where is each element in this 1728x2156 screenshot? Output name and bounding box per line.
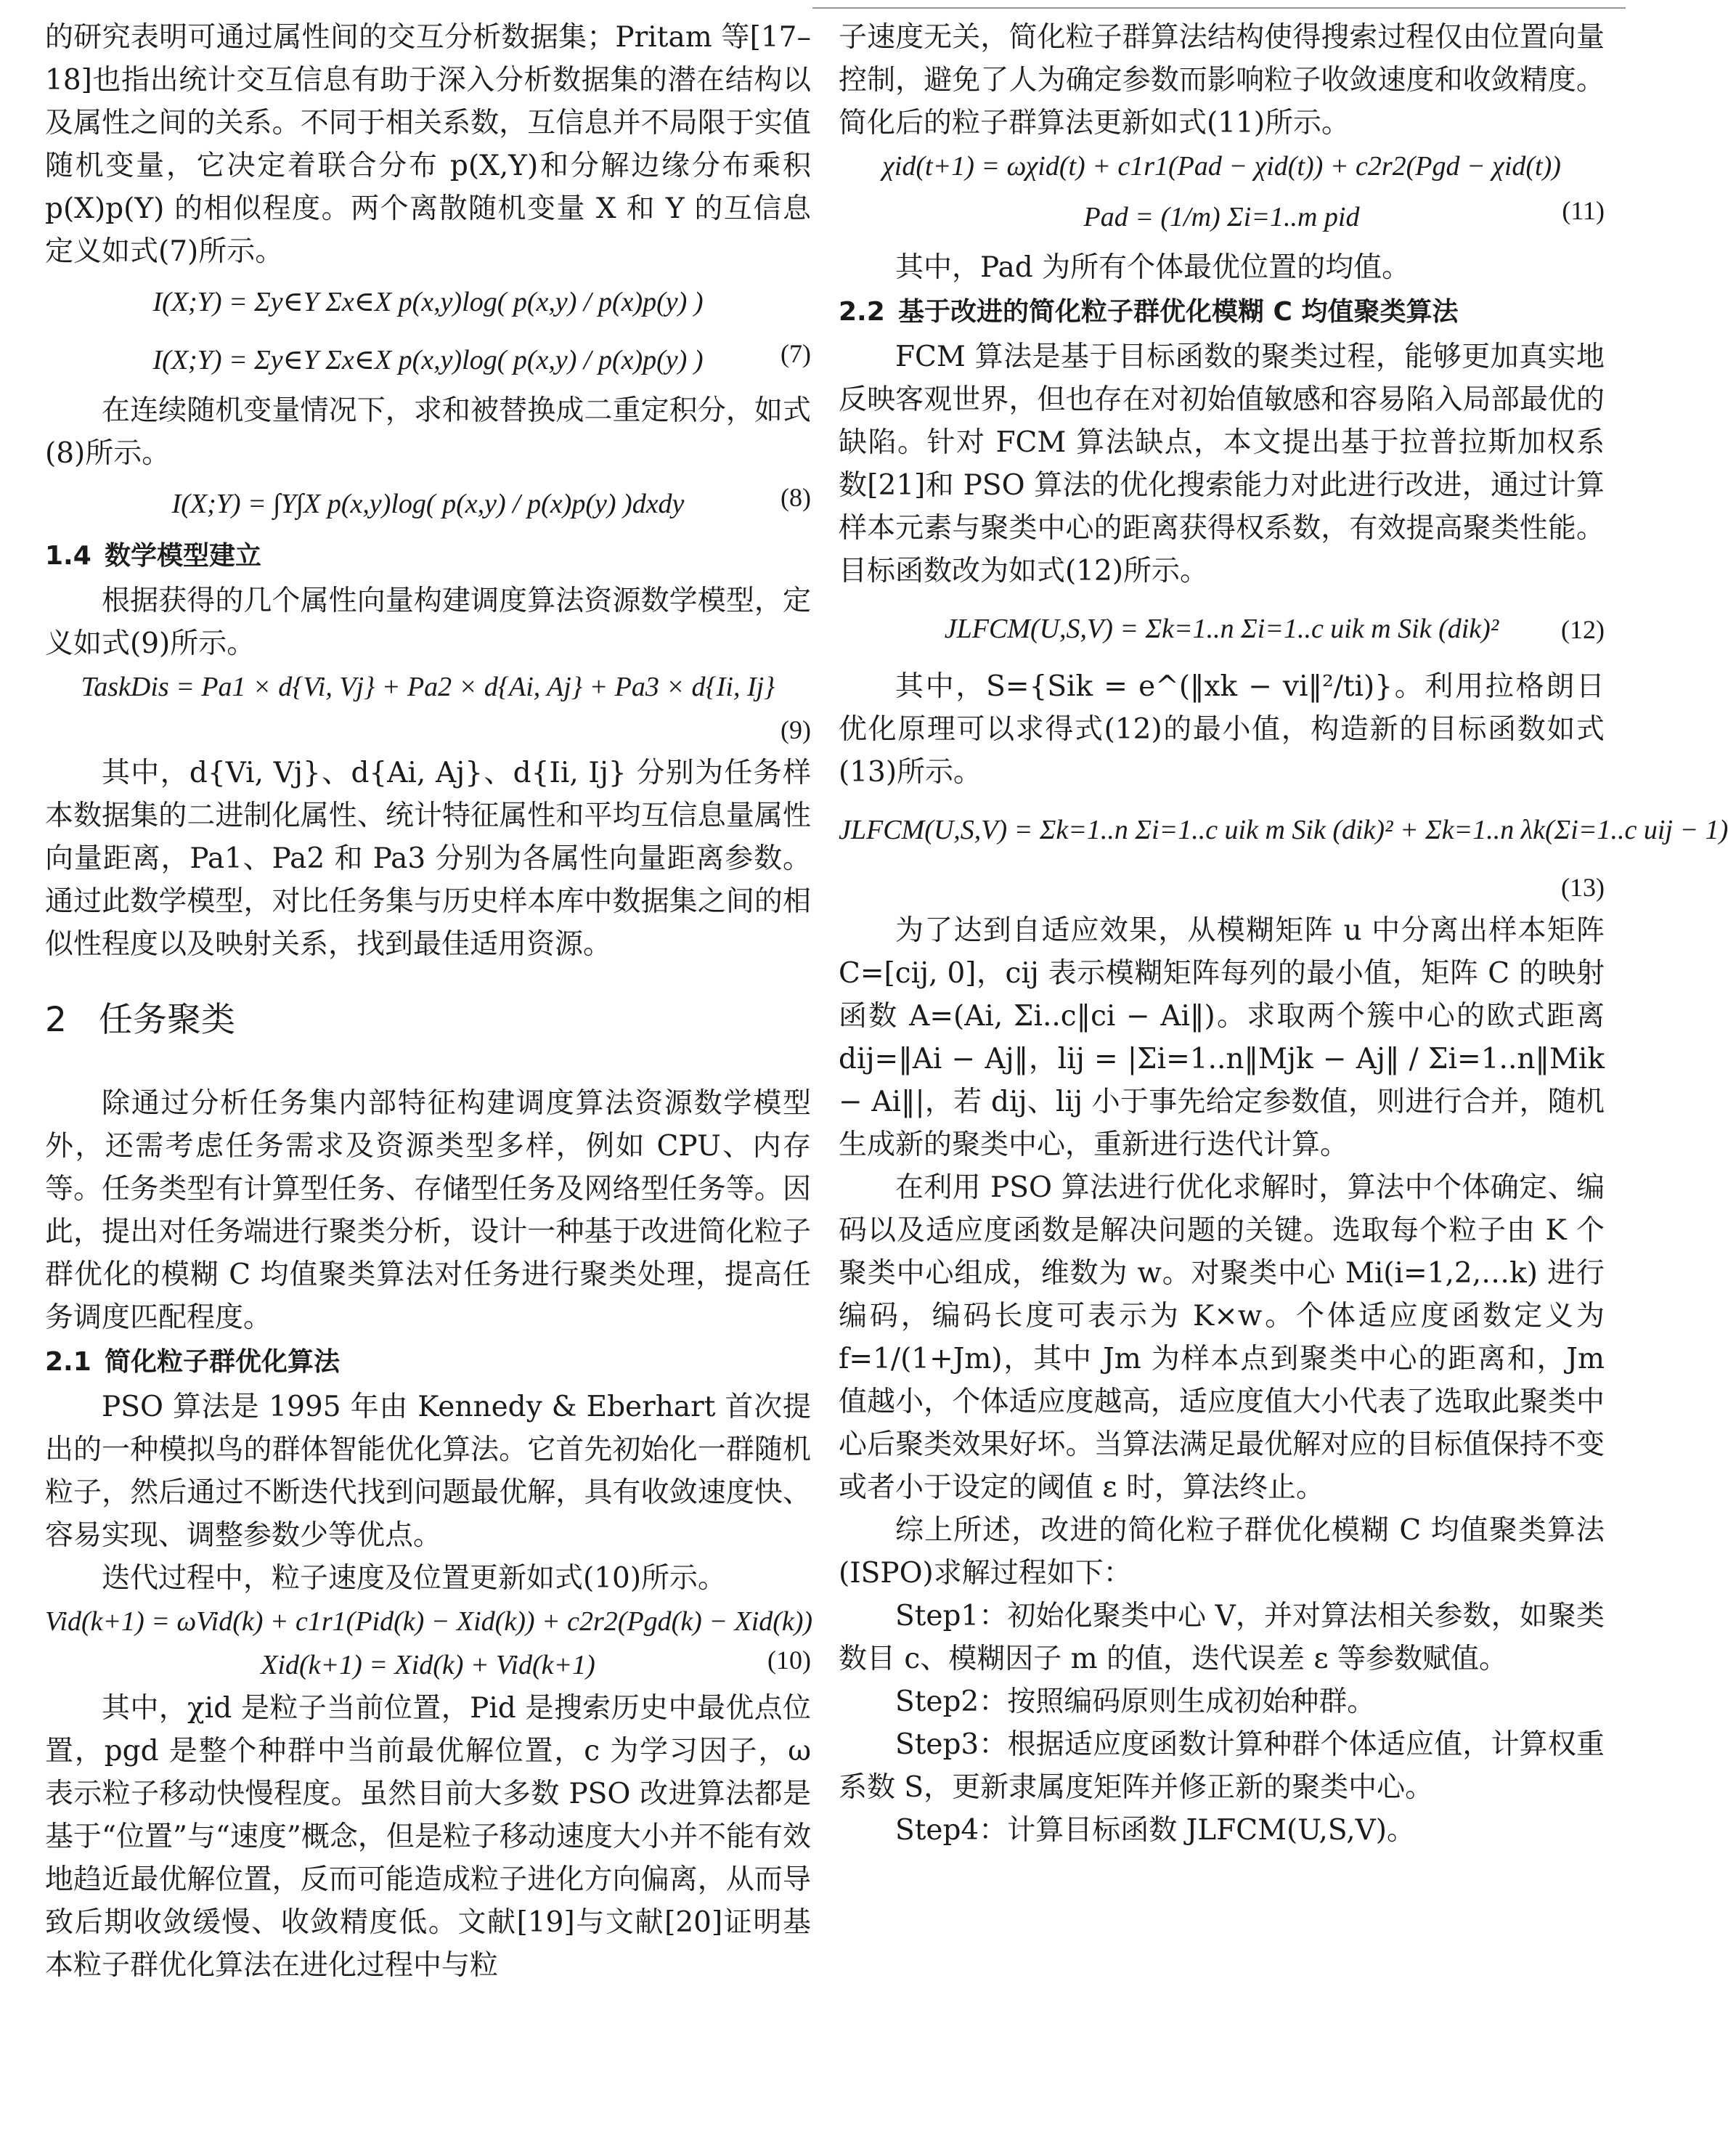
equation-7a: I(X;Y) = Σy∈Y Σx∈X p(x,y)log( p(x,y) / p(x)p(y) ) [152,287,704,317]
paragraph: 在连续随机变量情况下，求和被替换成二重定积分，如式(8)所示。 [45,394,811,470]
section-heading-1-4 [45,534,811,578]
paragraph: 其中，d{Vi, Vj}、d{Ai, Aj}、d{Ii, Ij} 分别为任务样本数据集的二进制化属性、统计特征属性和平均互信息量属性向量距离，Pa1、Pa2 和 Pa3 分别为各属性向量距离参数。通过此数学模型，对比任务集与历史样本库中数据集之间的相似性程度以及映射关系，找到最佳适用资源。 [45,757,811,961]
header-rule [812,7,1626,9]
equation-10b: Xid(k+1) = Xid(k) + Vid(k+1) [261,1650,595,1680]
equation-number: (13) [1561,873,1605,902]
step-item: Step4：计算目标函数 JLFCM(U,S,V)。 [895,1814,1416,1847]
equation-number: (10) [767,1646,811,1675]
section-title: 基于改进的简化粒子群优化模糊 C 均值聚类算法 [898,297,1459,327]
paragraph: 在利用 PSO 算法进行优化求解时，算法中个体确定、编码以及适应度函数是解决问题的关键。选取每个粒子由 K 个聚类中心组成，维数为 w。对聚类中心 Mi(i=1,2,…k) 进行编码，编码长度可表示为 K×w。个体适应度函数定义为 f=1/(1+Jm)，其中 Jm 为样本点到聚类中心的距离和，Jm 值越小，个体适应度越高，适应度值大小代表了选取此聚类中心后聚类效果好坏。当算法满足最优解对应的目标值保持不变或者小于设定的阈值 ε 时，算法终止。 [839,1171,1605,1504]
section-title: 数学模型建立 [105,541,262,571]
paragraph: 为了达到自适应效果，从模糊矩阵 u 中分离出样本矩阵 C=[cij, 0]，cij 表示模糊矩阵每列的最小值，矩阵 C 的映射函数 A=(Ai, Σi..c‖ci − Ai‖)。求取两个簇中心的欧式距离 dij=‖Ai − Aj‖，lij = |Σi=1..n‖Mjk − Aj‖ / Σi=1..n‖Mik − Ai‖|，若 dij、lij 小于事先给定参数值，则进行合并，随机生成新的聚类中心，重新进行迭代计算。 [839,914,1605,1161]
right-column [839,16,1728,1852]
step-item: Step2：按照编码原则生成初始种群。 [895,1685,1376,1718]
equation-12: JLFCM(U,S,V) = Σk=1..n Σi=1..c uik m Sik (dik)² [944,614,1499,644]
section-number: 2 [45,1000,67,1040]
section-number: 1.4 [45,541,91,571]
equation-number: (11) [1562,196,1605,225]
paragraph: 综上所述，改进的简化粒子群优化模糊 C 均值聚类算法(ISPO)求解过程如下： [839,1514,1605,1590]
paragraph: FCM 算法是基于目标函数的聚类过程，能够更加真实地反映客观世界，但也存在对初始值敏感和容易陷入局部最优的缺陷。针对 FCM 算法缺点，本文提出基于拉普拉斯加权系数[21]和 PSO 算法的优化搜索能力对此进行改进，通过计算样本元素与聚类中心的距离获得权系数，有效提高聚类性能。目标函数改为如式(12)所示。 [839,341,1605,587]
section-number: 2.2 [839,297,885,327]
equation-7b: I(X;Y) = Σy∈Y Σx∈X p(x,y)log( p(x,y) / p(x)p(y) ) [152,345,704,375]
equation-13: JLFCM(U,S,V) = Σk=1..n Σi=1..c uik m Sik (dik)² + Σk=1..n λk(Σi=1..c uij − 1) [839,815,1728,845]
paragraph: PSO 算法是 1995 年由 Kennedy & Eberhart 首次提出的一种模拟鸟的群体智能优化算法。它首先初始化一群随机粒子，然后通过不断迭代找到问题最优解，具有收敛速度快、容易实现、调整参数少等优点。 [45,1391,811,1552]
paragraph: 除通过分析任务集内部特征构建调度算法资源数学模型外，还需考虑任务需求及资源类型多样，例如 CPU、内存等。任务类型有计算型任务、存储型任务及网络型任务等。因此，提出对任务端进行聚类分析，设计一种基于改进简化粒子群优化的模糊 C 均值聚类算法对任务进行聚类处理，提高任务调度匹配程度。 [45,1087,811,1334]
paragraph: 其中，S={Sik = e^(‖xk − vi‖²/ti)}。利用拉格朗日优化原理可以求得式(12)的最小值，构造新的目标函数如式(13)所示。 [839,670,1605,789]
paragraph: 的研究表明可通过属性间的交互分析数据集；Pritam 等[17–18]也指出统计交互信息有助于深入分析数据集的潜在结构以及属性之间的关系。不同于相关系数，互信息并不局限于实值随机变量，它决定着联合分布 p(X,Y)和分解边缘分布乘积 p(X)p(Y) 的相似程度。两个离散随机变量 X 和 Y 的互信息定义如式(7)所示。 [45,21,811,268]
section-heading-2-1 [45,1341,811,1384]
section-heading-2 [45,995,811,1046]
equation-9: TaskDis = Pa1 × d{Vi, Vj} + Pa2 × d{Ai, Aj} + Pa3 × d{Ii, Ij} [81,672,775,702]
equation-number: (9) [781,715,811,744]
section-heading-2-2 [839,290,1605,334]
paragraph: 其中，χid 是粒子当前位置，Pid 是搜索历史中最优点位置，pgd 是整个种群中当前最优解位置，c 为学习因子，ω 表示粒子移动快慢程度。虽然目前大多数 PSO 改进算法都是基于“位置”与“速度”概念，但是粒子移动速度大小并不能有效地趋近最优解位置，反而可能造成粒子进化方向偏离，从而导致后期收敛缓慢、收敛精度低。文献[19]与文献[20]证明基本粒子群优化算法在进化过程中与粒 [45,1692,811,1982]
section-number: 2.1 [45,1347,91,1377]
paragraph: 根据获得的几个属性向量构建调度算法资源数学模型，定义如式(9)所示。 [45,585,811,660]
paragraph: 其中，Pad 为所有个体最优位置的均值。 [895,251,1411,284]
section-title: 简化粒子群优化算法 [105,1347,341,1377]
paragraph: 子速度无关，简化粒子群算法结构使得搜索过程仅由位置向量控制，避免了人为确定参数而影响粒子收敛速度和收敛精度。简化后的粒子群算法更新如式(11)所示。 [839,21,1605,139]
equation-11a: χid(t+1) = ωχid(t) + c1r1(Pad − χid(t)) + c2r2(Pgd − χid(t)) [882,151,1561,182]
paragraph: 迭代过程中，粒子速度及位置更新如式(10)所示。 [102,1562,727,1595]
step-item: Step3：根据适应度函数计算种群个体适应值，计算权重系数 S，更新隶属度矩阵并修正新的聚类中心。 [839,1728,1605,1804]
left-column [45,16,811,1987]
step-item: Step1：初始化聚类中心 V，并对算法相关参数，如聚类数目 c、模糊因子 m 的值，迭代误差 ε 等参数赋值。 [839,1600,1605,1675]
equation-number: (7) [781,339,811,368]
equation-10a: Vid(k+1) = ωVid(k) + c1r1(Pid(k) − Xid(k)) + c2r2(Pgd(k) − Xid(k)) [45,1606,813,1637]
equation-11b: Pad = (1/m) Σi=1..m pid [1083,202,1360,232]
equation-8: I(X;Y) = ∫Y∫X p(x,y)log( p(x,y) / p(x)p(y) )dxdy [171,489,685,519]
equation-number: (12) [1561,615,1605,644]
equation-number: (8) [781,483,811,512]
section-title: 任务聚类 [99,1000,235,1040]
